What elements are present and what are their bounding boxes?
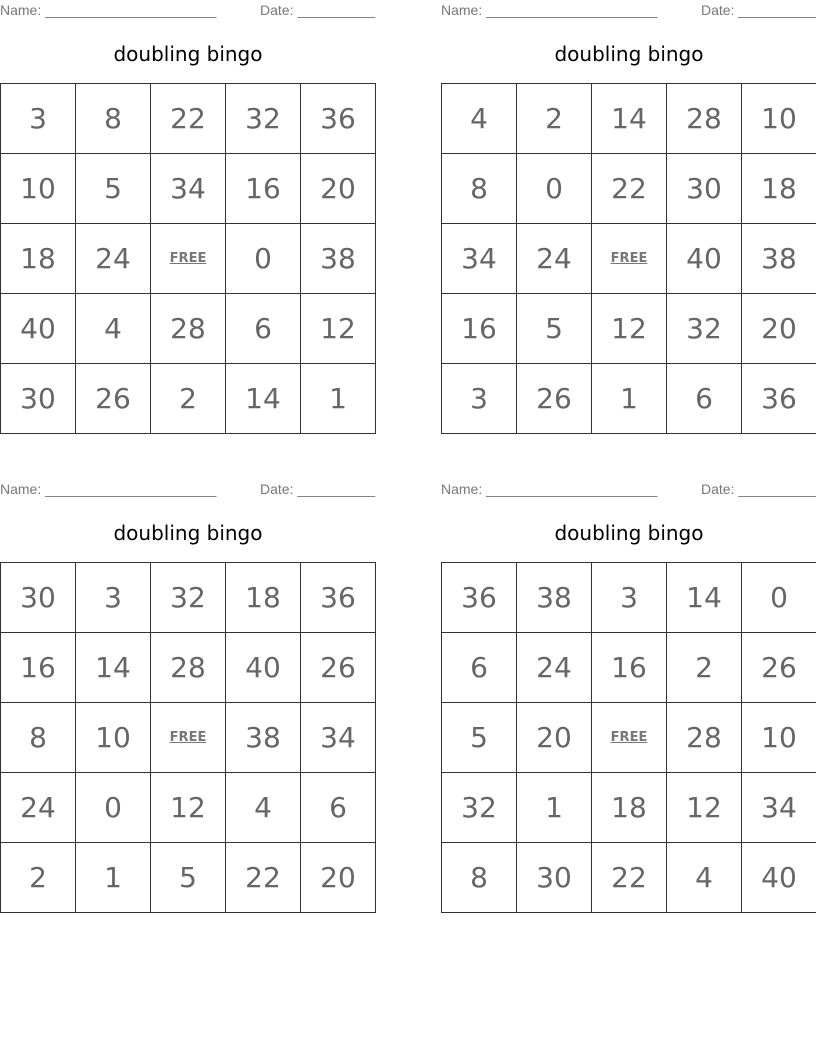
number-cell: 2 — [151, 364, 226, 434]
grid-row — [442, 294, 816, 364]
bingo-grid — [0, 562, 376, 913]
number-cell: 26 — [517, 364, 592, 434]
number-cell: 36 — [301, 84, 376, 154]
number-cell: 24 — [76, 224, 151, 294]
number-cell: 34 — [442, 224, 517, 294]
free-cell: FREE — [592, 703, 667, 773]
number-cell: 6 — [442, 633, 517, 703]
number-cell: 18 — [1, 224, 76, 294]
card-header — [441, 2, 816, 18]
number-cell: 20 — [517, 703, 592, 773]
number-cell: 5 — [517, 294, 592, 364]
number-cell: 38 — [301, 224, 376, 294]
number-cell: 2 — [1, 843, 76, 913]
number-cell: 28 — [667, 703, 742, 773]
number-cell: 16 — [226, 154, 301, 224]
bingo-grid — [441, 83, 816, 434]
number-cell: 18 — [742, 154, 816, 224]
grid-row — [1, 563, 376, 633]
number-cell: 38 — [517, 563, 592, 633]
grid-row — [1, 224, 376, 294]
bingo-card-4 — [441, 479, 816, 915]
number-cell: 4 — [76, 294, 151, 364]
number-cell: 40 — [226, 633, 301, 703]
number-cell: 30 — [1, 563, 76, 633]
grid-row — [1, 294, 376, 364]
number-cell: 0 — [76, 773, 151, 843]
number-cell: 22 — [151, 84, 226, 154]
number-cell: 4 — [226, 773, 301, 843]
number-cell: 32 — [442, 773, 517, 843]
number-cell: 4 — [442, 84, 517, 154]
number-cell: 6 — [226, 294, 301, 364]
number-cell: 20 — [742, 294, 816, 364]
number-cell: 30 — [517, 843, 592, 913]
grid-row — [442, 843, 816, 913]
card-header — [0, 481, 376, 497]
number-cell: 24 — [517, 224, 592, 294]
free-cell: FREE — [151, 224, 226, 294]
card-title: doubling bingo — [554, 521, 704, 545]
number-cell: 20 — [301, 843, 376, 913]
number-cell: 5 — [151, 843, 226, 913]
number-cell: 38 — [742, 224, 816, 294]
number-cell: 8 — [442, 154, 517, 224]
name-line: Name: ______________________ — [0, 2, 217, 18]
number-cell: 16 — [1, 633, 76, 703]
number-cell: 1 — [301, 364, 376, 434]
number-cell: 3 — [592, 563, 667, 633]
number-cell: 1 — [517, 773, 592, 843]
card-title: doubling bingo — [113, 42, 263, 66]
grid-row — [442, 224, 816, 294]
number-cell: 16 — [592, 633, 667, 703]
number-cell: 30 — [1, 364, 76, 434]
number-cell: 10 — [76, 703, 151, 773]
number-cell: 8 — [1, 703, 76, 773]
number-cell: 6 — [301, 773, 376, 843]
number-cell: 40 — [1, 294, 76, 364]
number-cell: 8 — [442, 843, 517, 913]
number-cell: 2 — [517, 84, 592, 154]
number-cell: 36 — [301, 563, 376, 633]
bingo-grid — [0, 83, 376, 434]
card-title: doubling bingo — [113, 521, 263, 545]
number-cell: 14 — [226, 364, 301, 434]
date-line: Date: __________ — [260, 481, 376, 497]
number-cell: 10 — [1, 154, 76, 224]
number-cell: 34 — [301, 703, 376, 773]
number-cell: 14 — [76, 633, 151, 703]
number-cell: 3 — [76, 563, 151, 633]
number-cell: 5 — [76, 154, 151, 224]
number-cell: 0 — [517, 154, 592, 224]
number-cell: 22 — [592, 843, 667, 913]
number-cell: 0 — [226, 224, 301, 294]
number-cell: 10 — [742, 84, 816, 154]
number-cell: 3 — [442, 364, 517, 434]
number-cell: 32 — [226, 84, 301, 154]
number-cell: 12 — [151, 773, 226, 843]
grid-row — [1, 773, 376, 843]
card-title: doubling bingo — [554, 42, 704, 66]
card-header — [441, 481, 816, 497]
grid-row — [1, 364, 376, 434]
bingo-card-1 — [0, 0, 376, 436]
grid-row — [442, 633, 816, 703]
number-cell: 40 — [667, 224, 742, 294]
number-cell: 22 — [592, 154, 667, 224]
number-cell: 10 — [742, 703, 816, 773]
number-cell: 3 — [1, 84, 76, 154]
number-cell: 1 — [592, 364, 667, 434]
card-header — [0, 2, 376, 18]
name-line: Name: ______________________ — [0, 481, 217, 497]
number-cell: 2 — [667, 633, 742, 703]
number-cell: 8 — [76, 84, 151, 154]
grid-row — [1, 843, 376, 913]
grid-row — [442, 703, 816, 773]
name-line: Name: ______________________ — [441, 481, 658, 497]
bingo-card-3 — [0, 479, 376, 915]
number-cell: 36 — [442, 563, 517, 633]
name-line: Name: ______________________ — [441, 2, 658, 18]
number-cell: 12 — [592, 294, 667, 364]
number-cell: 30 — [667, 154, 742, 224]
number-cell: 26 — [76, 364, 151, 434]
grid-row — [1, 703, 376, 773]
number-cell: 4 — [667, 843, 742, 913]
number-cell: 26 — [301, 633, 376, 703]
bingo-card-2 — [441, 0, 816, 436]
free-cell: FREE — [151, 703, 226, 773]
grid-row — [442, 84, 816, 154]
date-line: Date: __________ — [701, 2, 816, 18]
number-cell: 20 — [301, 154, 376, 224]
grid-row — [1, 154, 376, 224]
number-cell: 6 — [667, 364, 742, 434]
number-cell: 18 — [226, 563, 301, 633]
number-cell: 12 — [667, 773, 742, 843]
grid-row — [442, 364, 816, 434]
number-cell: 28 — [667, 84, 742, 154]
number-cell: 14 — [667, 563, 742, 633]
date-line: Date: __________ — [260, 2, 376, 18]
grid-row — [1, 633, 376, 703]
number-cell: 32 — [667, 294, 742, 364]
number-cell: 40 — [742, 843, 816, 913]
date-line: Date: __________ — [701, 481, 816, 497]
grid-row — [442, 563, 816, 633]
number-cell: 28 — [151, 633, 226, 703]
number-cell: 38 — [226, 703, 301, 773]
number-cell: 34 — [151, 154, 226, 224]
number-cell: 1 — [76, 843, 151, 913]
number-cell: 24 — [517, 633, 592, 703]
number-cell: 24 — [1, 773, 76, 843]
number-cell: 16 — [442, 294, 517, 364]
number-cell: 34 — [742, 773, 816, 843]
bingo-grid — [441, 562, 816, 913]
number-cell: 14 — [592, 84, 667, 154]
number-cell: 28 — [151, 294, 226, 364]
free-cell: FREE — [592, 224, 667, 294]
number-cell: 22 — [226, 843, 301, 913]
number-cell: 36 — [742, 364, 816, 434]
grid-row — [442, 773, 816, 843]
number-cell: 26 — [742, 633, 816, 703]
number-cell: 5 — [442, 703, 517, 773]
number-cell: 0 — [742, 563, 816, 633]
grid-row — [442, 154, 816, 224]
number-cell: 12 — [301, 294, 376, 364]
number-cell: 18 — [592, 773, 667, 843]
number-cell: 32 — [151, 563, 226, 633]
grid-row — [1, 84, 376, 154]
